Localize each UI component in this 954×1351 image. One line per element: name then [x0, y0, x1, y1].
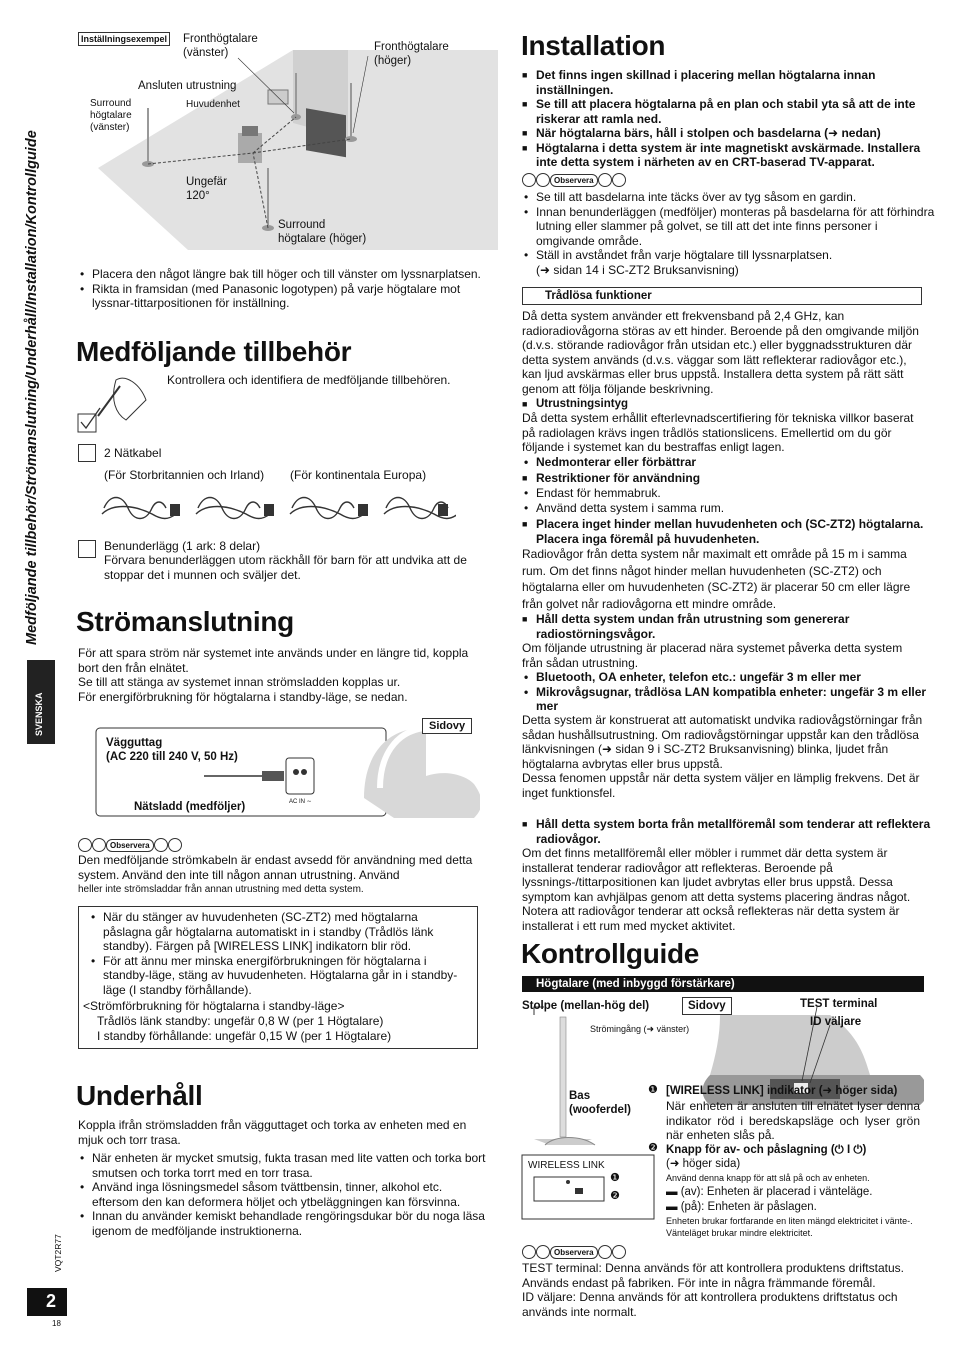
- interference-text2: Detta system är konstruerat att automatiskt undvika radiovågstörningar från sådan hushållsutrustning. Om radiovågstörningar uppstår kan den trådlösa länkvisningen (➜ sidan 9 i SC-ZT2 Bruksanvisning) blinka, ljudet från högtalarna avbrytas eller brus uppstå. Dessa fenomen uppstår när detta system väljer en lämplig frekvens. Det är inget funktionsfel.: [522, 713, 923, 800]
- restrictions-list: [522, 486, 936, 515]
- label-approx-angle: Ungefär 120°: [186, 176, 227, 202]
- language-tab: [27, 660, 55, 744]
- power-diagram: [94, 718, 480, 822]
- page-number-box: [27, 1288, 67, 1316]
- standby-line1: Trådlös länk standby: ungefär 0,8 W (per 1 Högtalare): [97, 1014, 384, 1028]
- list-item: • För att ännu mer minska energiförbrukningen för högtalarna i standby-läge, stäng av huvudenheten. Högtalarna går in i standby-läge (I standby förhållande).: [103, 954, 465, 998]
- standby-line2: I standby förhållande: ungefär 0,15 W (per 1 Högtalare): [97, 1029, 392, 1043]
- doc-code: VQT2R77: [53, 1234, 63, 1272]
- cert-heading: [522, 397, 936, 411]
- list-item: • Mikrovågsugnar, trådlösa LAN kompatibla enheter: ungefär 3 m eller mer: [536, 685, 938, 714]
- installation-bold-list: [522, 68, 938, 170]
- power-heading: Strömanslutning: [76, 606, 294, 637]
- item2-off-text: (av): Enheten är placerad i vänteläge.: [680, 1186, 873, 1198]
- cable-checkbox[interactable]: [78, 444, 96, 462]
- setup-tag: Inställningsexempel: [78, 32, 170, 46]
- base-label: Bas (wooferdel): [569, 1090, 631, 1116]
- wireless-link-label: WIRELESS LINK: [528, 1160, 605, 1171]
- label-surround-right: Surround högtalare (höger): [278, 219, 367, 245]
- installation-heading: Installation: [521, 30, 666, 61]
- pad-label: Benunderlägg (1 ark: 8 delar): [104, 539, 261, 553]
- power-inlet-label: Strömingång (➜ vänster): [590, 1024, 690, 1034]
- item1-title: [WIRELESS LINK] indikator (➜ höger sida): [666, 1085, 898, 1097]
- side-view-tag: Sidovy: [682, 997, 732, 1015]
- maintenance-bullets: [78, 1151, 492, 1238]
- list-item: • Innan du använder kemiskt behandlade rengöringsdukar bör du noga läsa igenom de medföljande instruktionerna.: [92, 1209, 492, 1238]
- pen-checklist-icon: [76, 370, 162, 434]
- item2-on: ▬ (på): Enheten är påslagen.: [666, 1201, 817, 1213]
- cord-label: Nätsladd (medföljer): [134, 801, 246, 813]
- installation-notes: [522, 190, 936, 277]
- standby-bullets: [89, 910, 465, 997]
- standby-box: [78, 906, 478, 1049]
- ac-in-label: AC IN ∼: [289, 799, 312, 805]
- item2-ref: (➜ höger sida): [666, 1158, 741, 1170]
- wall-outlet-label: Vägguttag (AC 220 till 240 V, 50 Hz): [106, 737, 238, 763]
- list-item: ■ Håll detta system undan från utrustning som genererar radiostörningsvågor.: [536, 612, 936, 641]
- observe-label: Observera: [550, 1246, 598, 1259]
- list-item: ■ Restriktioner för användning: [536, 471, 936, 486]
- label-front-right: Fronthögtalare (höger): [374, 41, 449, 67]
- list-item: • Nedmonterar eller förbättrar: [536, 455, 936, 470]
- list-item: ■ Det finns ingen skillnad i placering mellan högtalarna innan inställningen.: [536, 68, 938, 97]
- accessories-intro: Kontrollera och identifiera de medföljande tillbehören.: [167, 373, 451, 387]
- maintenance-text: Koppla ifrån strömsladden från vägguttaget och torka av enheten med en mjuk och torr trasa.: [78, 1118, 467, 1147]
- list-item: ■ Håll detta system borta från metallföremål som tenderar att reflektera radiovågor.: [536, 817, 936, 846]
- marker-1: ❶: [610, 1172, 620, 1184]
- control-heading: Kontrollguide: [521, 938, 700, 969]
- eu-label: (För kontinentala Europa): [290, 468, 427, 482]
- power-text: För att spara ström när systemet inte används under en längre tid, koppla bort den från elnätet. Se till att stänga av systemet innan strömsladden kopplas ur. För energiförbrukning för högtalarna i standby-läge, se nedan.: [78, 646, 469, 704]
- control-diagram: [520, 995, 924, 1238]
- item2-on-text: (på): Enheten är påslagen.: [680, 1201, 817, 1213]
- cert-text: Då detta system erhållit efterlevnadscertifiering för tekniska villkor baserat på radiolagen krävs ingen trådlös stationslicens. Emellertid om du gör följande i systemet kan du bestraffas enligt lagen.: [522, 411, 914, 454]
- side-view-tag: Sidovy: [422, 718, 472, 734]
- obstacle-text: Radiovågor från detta system når maximalt ett område på 15 m i samma rum. Om det finns något hinder mellan huvudenheten (SC-ZT2) och högtalarna eller om huvudenheten (SC-ZT2) är placerar 50 cm eller lägre från golvet når radiovågorna ett mindre område.: [522, 547, 911, 611]
- list-item: ■ Högtalarna i detta system är inte magnetiskt avskärmade. Installera inte detta system i närheten av en CRT-baserad TV-apparat.: [536, 141, 938, 170]
- list-item: • Se till att basdelarna inte täcks över av tyg såsom en gardin.: [536, 190, 936, 205]
- cable-label: 2 Nätkabel: [104, 446, 162, 460]
- test-terminal-label: TEST terminal: [800, 998, 878, 1010]
- list-item: • Bluetooth, OA enheter, telefon etc.: ungefär 3 m eller mer: [536, 670, 938, 685]
- list-item: ■ Placera inget hinder mellan huvudenheten och (SC-ZT2) högtalarna. Placera inga föremål på huvudenheten.: [536, 517, 936, 546]
- standby-title: <Strömförbrukning för högtalarna i standby-läge>: [83, 999, 345, 1013]
- page-number: 2: [46, 1291, 57, 1311]
- observe-badge: [522, 173, 626, 187]
- power-note-small: heller inte strömsladdar från annan utrustning med detta system.: [78, 884, 364, 895]
- wireless-text: Då detta system använder ett frekvensband på 2,4 GHz, kan radioradiovågorna störas av ett hinder. Beroende på den omgivande miljön (d.v.s. störande radiovågor från utsidan etc.) eller byggnadsstrukturen där detta system används (d.v.s. väggar som lätt reflekterar radiovågor etc.), kan ljud avskärmas eller brus uppstå. Installera detta system på rätt sätt genom att följa följande beskrivning.: [522, 309, 919, 396]
- vertical-section-title: Medföljande tillbehör/Strömanslutning/Underhåll/Installation/Kontrollguide: [24, 130, 40, 645]
- metal-heading: [522, 817, 936, 846]
- metal-text: Om det finns metallföremål eller möbler i rummet där detta system är installerat tenderar radiovågor att reflekteras. Beroende på lyssnings-/tittarpositionen kan ljudet avbrytas eller brus uppstå. Dessa symptom kan avhjälpas genom att detta systems placering ändras något. Notera att radiovågor tenderar att också reflekteras när detta system är installerat i ett rum med mycket aktivitet.: [522, 846, 911, 933]
- setup-diagram: [78, 28, 498, 250]
- interference-heading: [522, 612, 936, 641]
- list-item: • Innan benunderläggen (medföljer) monteras på basdelarna för att förhindra lutning eller slammer på golvet, se till att det inte finns personer i omgivande område.: [536, 205, 936, 249]
- list-item: • Använd detta system i samma rum.: [536, 501, 936, 516]
- observe-label: Observera: [106, 839, 154, 852]
- uk-label: (För Storbritannien och Irland): [104, 468, 265, 482]
- observe-badge: [78, 838, 182, 852]
- power-cables-illustration: [96, 488, 456, 532]
- list-item: • Placera den något längre bak till höger och till vänster om lyssnarplatsen.: [92, 267, 492, 282]
- marker-2: ❷: [648, 1142, 658, 1154]
- label-surround-left: Surround högtalare (vänster): [90, 98, 132, 133]
- list-item: • När enheten är mycket smutsig, fukta trasan med lite vatten och torka bort smutsen och torka torrt med en torr trasa.: [92, 1151, 492, 1180]
- restrictions-heading: [522, 471, 936, 486]
- speaker-bar: Högtalare (med inbyggd förstärkare): [522, 976, 924, 992]
- item1-text: När enheten är ansluten till elnätet lyser denna indikator röd i beredskapsläge och lyser grön när enheten slås på.: [666, 1099, 920, 1142]
- list-item: • Rikta in framsidan (med Panasonic logotypen) på varje högtalare mot lyssnar-tittarpositionen för inställning.: [92, 282, 492, 311]
- list-item: • Ställ in avståndet från varje högtalare till lyssnarplatsen. (➜ sidan 14 i SC-ZT2 Bruksanvisning): [536, 248, 936, 277]
- list-item: ■ Se till att placera högtalarna på en plan och stabil yta så att de inte riskerar att ramla ned.: [536, 97, 938, 126]
- obstacle-heading: [522, 517, 936, 546]
- label-connected-equipment: Ansluten utrustning: [138, 80, 237, 92]
- label-front-left: Fronthögtalare (vänster): [183, 33, 258, 59]
- language-label: SVENSKA: [34, 692, 44, 736]
- id-selector-label: ID väljare: [810, 1016, 862, 1028]
- item2-small: Använd denna knapp för att slå på och av enheten.: [666, 1173, 870, 1183]
- maintenance-heading: Underhåll: [76, 1080, 203, 1111]
- item2-title: Knapp för av- och påslagning (⏻ I ⏻): [666, 1144, 867, 1156]
- pad-checkbox[interactable]: [78, 540, 96, 558]
- interference-text: Om följande utrustning är placerad nära systemet påverka detta system från sådan utrustning.: [522, 641, 903, 670]
- pad-note: Förvara benunderläggen utom räckhåll för barn för att undvika att de stoppar det i munnen och sväljer det.: [104, 553, 467, 582]
- pole-label: Stolpe (mellan-hög del): [522, 1000, 650, 1012]
- observe-label: Observera: [550, 174, 598, 187]
- wireless-section-title: Trådlösa funktioner: [522, 287, 922, 305]
- no-modify-list: [522, 455, 936, 470]
- interference-list: [522, 670, 938, 714]
- list-item: ■ När högtalarna bärs, håll i stolpen och basdelarna (➜ nedan): [536, 126, 938, 141]
- observe-badge: [522, 1245, 626, 1259]
- setup-bullets: [78, 267, 492, 311]
- list-item: • När du stänger av huvudenheten (SC-ZT2) med högtalarna påslagna går högtalarna automatiskt in i standby (Trådlös länk standby). Färgen på [WIRELESS LINK] indikatorn blir röd.: [103, 910, 465, 954]
- marker-2: ❷: [610, 1190, 620, 1202]
- list-item: ■ Utrustningsintyg: [536, 397, 936, 411]
- sub-page-number: 18: [52, 1319, 61, 1328]
- label-main-unit: Huvudenhet: [186, 99, 240, 110]
- accessories-heading: Medföljande tillbehör: [76, 336, 352, 367]
- item2-off: ▬ (av): Enheten är placerad i vänteläge.: [666, 1186, 873, 1198]
- marker-1: ❶: [648, 1084, 658, 1096]
- item2-small2: Enheten brukar fortfarande en liten mängd elektricitet i vänte-. Vänteläget brukar mindre elektricitet.: [666, 1216, 913, 1238]
- control-notes: TEST terminal: Denna används för att kontrollera produktens driftstatus. Används endast på fabriken. För inte in några främmande föremål. ID väljare: Denna används för att kontrollera produktens driftstatus och används inte normalt.: [522, 1261, 904, 1319]
- sidebar: [0, 0, 63, 1351]
- list-item: • Endast för hemmabruk.: [536, 486, 936, 501]
- list-item: • Använd inga lösningsmedel såsom tvättbensin, tinner, alkohol etc. eftersom den kan deformera höljet och ytbeläggningen kan försvinna.: [92, 1180, 492, 1209]
- power-note: Den medföljande strömkabeln är endast avsedd för användning med detta system. Använd den inte till någon annan utrustning. Använd: [78, 853, 473, 882]
